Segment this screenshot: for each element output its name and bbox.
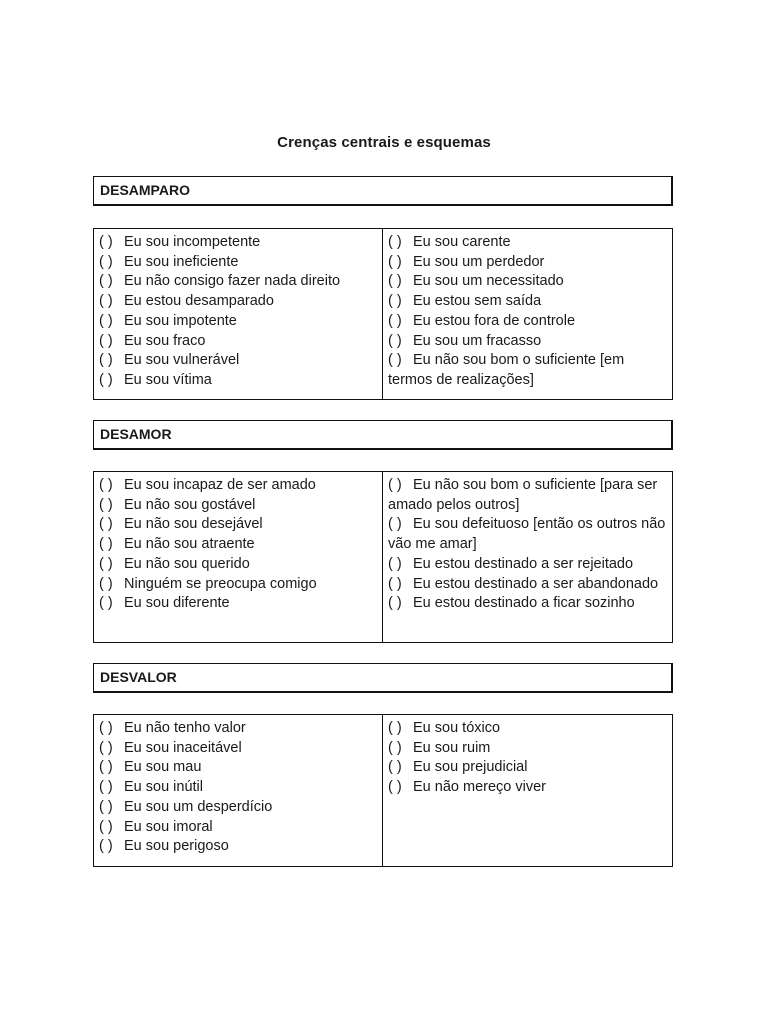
checkbox-marker[interactable]: ( ): [388, 739, 402, 756]
checklist-item-text: Eu sou defeituoso [então os outros não vão me amar]: [388, 516, 666, 553]
checkbox-marker[interactable]: ( ): [388, 575, 402, 592]
checklist-item[interactable]: [99, 253, 378, 273]
checkbox-marker[interactable]: ( ): [99, 536, 113, 553]
checklist-item-text: Eu estou destinado a ser abandonado: [413, 575, 659, 592]
checkbox-marker[interactable]: ( ): [388, 312, 402, 329]
checklist-item[interactable]: [99, 594, 378, 614]
checklist-item[interactable]: [99, 739, 378, 759]
checklist-item-text: Eu sou vulnerável: [124, 352, 240, 369]
checklist-item-text: Eu sou tóxico: [413, 720, 501, 736]
checklist-item[interactable]: [99, 351, 378, 371]
checklist-item[interactable]: [388, 555, 668, 575]
checkbox-marker[interactable]: ( ): [388, 555, 402, 572]
checkbox-marker[interactable]: ( ): [388, 234, 402, 250]
checklist-item[interactable]: [388, 351, 668, 390]
options-table-desamor: [93, 471, 673, 643]
checkbox-marker[interactable]: ( ): [99, 273, 113, 290]
checkbox-marker[interactable]: ( ): [388, 759, 402, 776]
section-header-desamparo: DESAMPARO: [93, 176, 673, 206]
checkbox-marker[interactable]: ( ): [99, 555, 113, 572]
checklist-item[interactable]: [388, 778, 668, 798]
checklist-item[interactable]: [99, 272, 378, 292]
checklist-item-text: Eu sou impotente: [124, 312, 237, 329]
checklist-item[interactable]: [388, 292, 668, 312]
options-column-right: [383, 715, 672, 866]
checklist-item-text: Eu sou vítima: [124, 371, 212, 388]
checklist-item-text: Eu estou fora de controle: [413, 312, 576, 329]
checklist-item[interactable]: [99, 758, 378, 778]
checkbox-marker[interactable]: ( ): [388, 293, 402, 310]
checkbox-marker[interactable]: ( ): [99, 371, 113, 388]
checklist-item[interactable]: [99, 332, 378, 352]
checklist-item[interactable]: [99, 515, 378, 535]
checklist-item[interactable]: [99, 575, 378, 595]
checkbox-marker[interactable]: ( ): [99, 293, 113, 310]
checklist-item[interactable]: [388, 594, 668, 614]
checklist-item[interactable]: [99, 837, 378, 857]
checkbox-marker[interactable]: ( ): [99, 477, 113, 493]
checkbox-marker[interactable]: ( ): [388, 477, 402, 493]
checklist-item[interactable]: [99, 496, 378, 516]
checkbox-marker[interactable]: ( ): [388, 779, 402, 796]
checklist-item-text: Eu sou um perdedor: [413, 253, 545, 270]
checklist-item-text: Eu sou diferente: [124, 595, 230, 612]
checklist-item[interactable]: [99, 371, 378, 391]
checklist-item-text: Eu sou inútil: [124, 779, 203, 796]
checklist-item-text: Eu sou um desperdício: [124, 798, 273, 815]
checkbox-marker[interactable]: ( ): [99, 516, 113, 533]
checklist-item[interactable]: [99, 778, 378, 798]
options-column-left: [94, 472, 383, 642]
checklist-item[interactable]: [388, 476, 668, 515]
checklist-item-text: Eu estou destinado a ficar sozinho: [413, 595, 635, 612]
checklist-item-text: Eu sou ineficiente: [124, 253, 239, 270]
checklist-item[interactable]: [99, 818, 378, 838]
checklist-item[interactable]: [99, 798, 378, 818]
checkbox-marker[interactable]: ( ): [388, 253, 402, 270]
checkbox-marker[interactable]: ( ): [388, 720, 402, 736]
checkbox-marker[interactable]: ( ): [99, 352, 113, 369]
checklist-item-text: Eu sou um fracasso: [413, 332, 542, 349]
checklist-item-text: Eu sou fraco: [124, 332, 206, 349]
checklist-item[interactable]: [388, 575, 668, 595]
checklist-item[interactable]: [99, 292, 378, 312]
page-title: Crenças centrais e esquemas: [277, 134, 491, 151]
checklist-item[interactable]: [388, 272, 668, 292]
checklist-item-text: Eu não sou gostável: [124, 496, 256, 513]
checkbox-marker[interactable]: ( ): [388, 332, 402, 349]
checklist-item-text: Eu sou inaceitável: [124, 739, 242, 756]
checklist-item[interactable]: [388, 253, 668, 273]
checklist-item-text: Eu sou imoral: [124, 818, 213, 835]
checkbox-marker[interactable]: ( ): [99, 759, 113, 776]
checkbox-marker[interactable]: ( ): [388, 352, 402, 369]
checklist-item[interactable]: [388, 233, 668, 253]
checkbox-marker[interactable]: ( ): [99, 739, 113, 756]
checklist-item-text: Eu sou ruim: [413, 739, 491, 756]
section-header-desamor: DESAMOR: [93, 420, 673, 450]
checklist-item-text: Eu sou incapaz de ser amado: [124, 477, 316, 493]
checkbox-marker[interactable]: ( ): [99, 838, 113, 855]
checklist-item[interactable]: [99, 233, 378, 253]
checkbox-marker[interactable]: ( ): [99, 595, 113, 612]
checklist-item[interactable]: [388, 332, 668, 352]
checklist-item[interactable]: [388, 515, 668, 554]
options-column-right: [383, 472, 672, 642]
options-column-left: [94, 715, 383, 866]
checklist-item[interactable]: [99, 719, 378, 739]
checklist-item[interactable]: [388, 719, 668, 739]
checklist-item-text: Eu sou incompetente: [124, 234, 261, 250]
checklist-item-text: Eu sou perigoso: [124, 838, 229, 855]
checklist-item-text: Eu não consigo fazer nada direito: [124, 273, 341, 290]
checklist-item[interactable]: [388, 739, 668, 759]
checklist-item[interactable]: [99, 535, 378, 555]
checkbox-marker[interactable]: ( ): [99, 575, 113, 592]
checklist-item-text: Eu não sou bom o suficiente [para ser amado pelos outros]: [388, 477, 658, 513]
checkbox-marker[interactable]: ( ): [388, 595, 402, 612]
checkbox-marker[interactable]: ( ): [99, 818, 113, 835]
checkbox-marker[interactable]: ( ): [99, 779, 113, 796]
checklist-item-text: Eu estou sem saída: [413, 293, 542, 310]
checklist-item[interactable]: [388, 758, 668, 778]
checkbox-marker[interactable]: ( ): [99, 234, 113, 250]
checklist-item-text: Eu sou prejudicial: [413, 759, 528, 776]
checklist-item[interactable]: [99, 312, 378, 332]
options-table-desvalor: [93, 714, 673, 867]
checklist-item-text: Eu não sou desejável: [124, 516, 263, 533]
checklist-item-text: Eu não sou atraente: [124, 536, 255, 553]
checklist-item-text: Eu estou desamparado: [124, 293, 274, 310]
checklist-item-text: Eu não tenho valor: [124, 720, 246, 736]
checklist-item-text: Eu não mereço viver: [413, 779, 546, 796]
checklist-item-text: Eu não sou querido: [124, 555, 250, 572]
checkbox-marker[interactable]: ( ): [99, 253, 113, 270]
checklist-item-text: Eu sou um necessitado: [413, 273, 564, 290]
checklist-item[interactable]: [388, 312, 668, 332]
checklist-item-text: Eu sou mau: [124, 759, 202, 776]
checkbox-marker[interactable]: ( ): [388, 516, 402, 533]
options-column-right: [383, 229, 672, 399]
checklist-item-text: Eu sou carente: [413, 234, 511, 250]
checklist-item[interactable]: [99, 555, 378, 575]
checkbox-marker[interactable]: ( ): [99, 720, 113, 736]
options-column-left: [94, 229, 383, 399]
checkbox-marker[interactable]: ( ): [99, 312, 113, 329]
checkbox-marker[interactable]: ( ): [99, 496, 113, 513]
checkbox-marker[interactable]: ( ): [99, 332, 113, 349]
checklist-item-text: Eu estou destinado a ser rejeitado: [413, 555, 634, 572]
section-header-desvalor: DESVALOR: [93, 663, 673, 693]
checklist-item-text: Eu não sou bom o suficiente [em termos de realizações]: [388, 352, 625, 388]
checkbox-marker[interactable]: ( ): [388, 273, 402, 290]
options-table-desamparo: [93, 228, 673, 400]
checklist-item[interactable]: [99, 476, 378, 496]
checklist-item-text: Ninguém se preocupa comigo: [124, 575, 317, 592]
checkbox-marker[interactable]: ( ): [99, 798, 113, 815]
